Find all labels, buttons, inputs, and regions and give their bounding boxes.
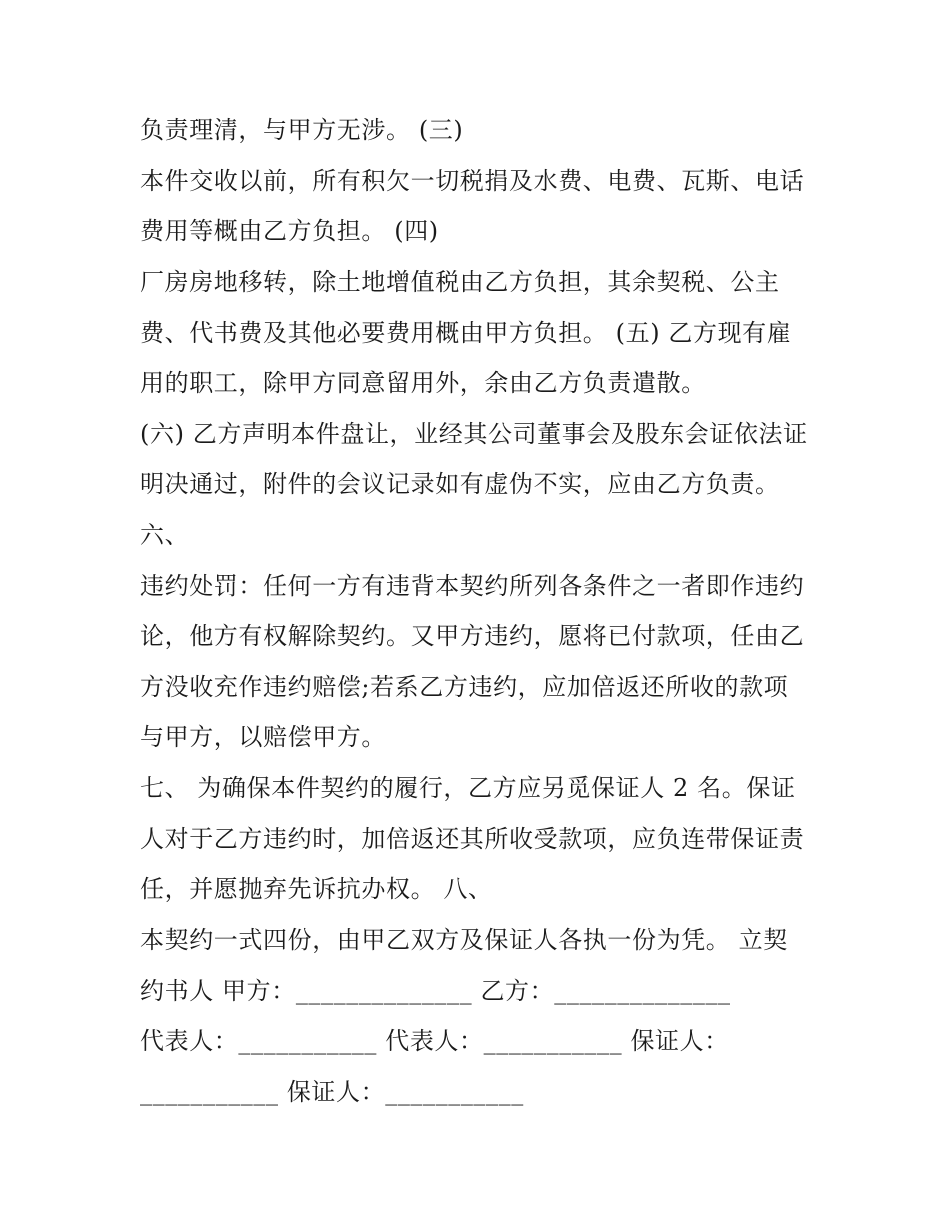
text-line: 费用等概由乙方负担。 (四): [140, 217, 439, 245]
text-line: 论，他方有权解除契约。又甲方违约，愿将已付款项，任由乙: [140, 622, 805, 650]
text-line: 费、代书费及其他必要费用概由甲方负担。 (五) 乙方现有雇: [140, 319, 792, 347]
text-line: 方没收充作违约赔偿;若系乙方违约，应加倍返还所收的款项: [140, 673, 789, 701]
text-line: 用的职工，除甲方同意留用外，余由乙方负责遣散。: [140, 369, 706, 397]
signature-line-parties: 约书人 甲方：______________ 乙方：______________: [140, 977, 731, 1005]
text-line: 违约处罚：任何一方有违背本契约所列各条件之一者即作违约: [140, 572, 805, 600]
text-line: (六) 乙方声明本件盘让，业经其公司董事会及股东会证依法证: [140, 420, 808, 448]
text-line: 厂房房地移转，除土地增值税由乙方负担，其余契税、公主: [140, 268, 780, 296]
text-line: 明决通过，附件的会议记录如有虚伪不实，应由乙方负责。: [140, 470, 780, 498]
text-line: 人对于乙方违约时，加倍返还其所收受款项，应负连带保证责: [140, 825, 805, 853]
text-line: 与甲方，以赔偿甲方。: [140, 723, 386, 751]
section-heading: 六、: [140, 521, 190, 549]
text-line: 七、 为确保本件契约的履行，乙方应另觅保证人 2 名。保证: [140, 774, 796, 802]
text-line: 任，并愿抛弃先诉抗办权。 八、: [140, 875, 493, 903]
text-line: 本契约一式四份，由甲乙双方及保证人各执一份为凭。 立契: [140, 926, 788, 954]
text-line: 本件交收以前，所有积欠一切税捐及水费、电费、瓦斯、电话: [140, 167, 805, 195]
signature-line-guarantors: ___________ 保证人：___________: [140, 1078, 524, 1106]
text-line: 负责理清，与甲方无涉。 (三): [140, 116, 464, 144]
signature-line-representatives: 代表人：___________ 代表人：___________ 保证人：: [140, 1027, 729, 1055]
